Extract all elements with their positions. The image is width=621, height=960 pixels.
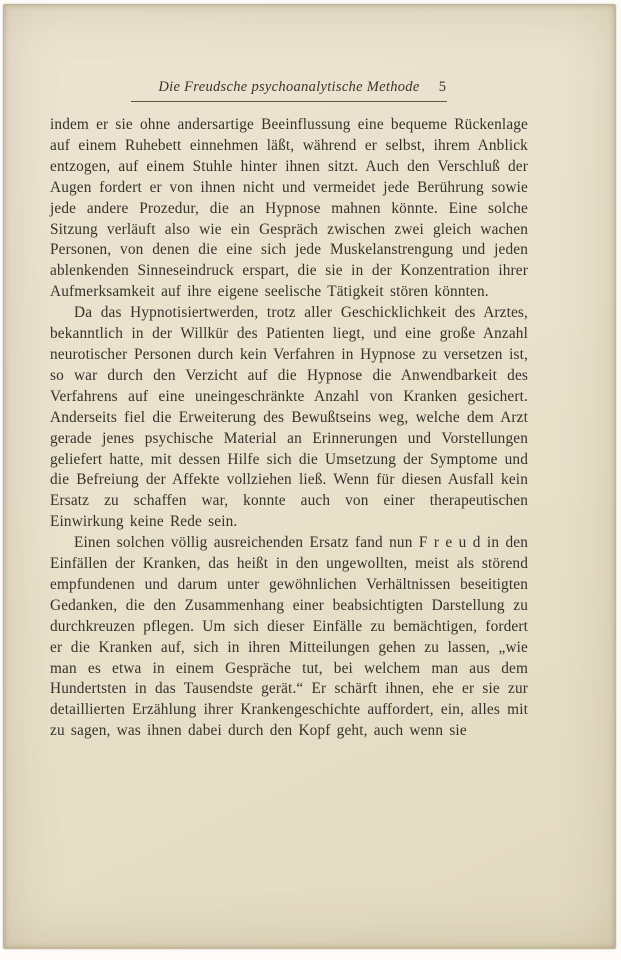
running-title: Die Freudsche psychoanalytische Methode — [158, 79, 420, 95]
text-block — [50, 79, 528, 742]
scanned-page — [3, 4, 616, 949]
paragraph: Einen solchen völlig ausreichenden Ersatz fand nun F r e u d in den Einfällen der Kranken, das heißt in den ungewollten, meist als störend empfundenen und darum unter gewöhnlichen Verhältnissen beseitigten Gedanken, die den Zusammenhang einer beabsichtigten Darstellung zu durchkreuzen pflegen. Um sich dieser Einfälle zu bemächtigen, fordert er die Kranken auf, sich in ihren Mitteilungen gehen zu lassen, „wie man es etwa in einem Gespräche tut, bei welchem man aus dem Hundertsten in das Tausendste gerät.“ Er schärft ihnen, ehe er sie zur detaillierten Erzählung ihrer Krankengeschichte auffordert, ein, alles mit zu sagen, was ihnen dabei durch den Kopf geht, auch wenn sie — [50, 534, 528, 740]
running-header — [131, 79, 447, 102]
paragraph: Da das Hypnotisiertwerden, trotz aller Geschicklichkeit des Arztes, bekanntlich in der Willkür des Patienten liegt, und eine große Anzahl neurotischer Personen durch kein Verfahren in Hypnose zu versetzen ist, so war durch den Verzicht auf die Hypnose die Anwendbarkeit des Verfahrens auf eine uneingeschränkte Anzahl von Kranken gesichert. Anderseits fiel die Erweiterung des Bewußtseins weg, welche dem Arzt gerade jenes psychische Material an Erinnerungen und Vorstellungen geliefert hatte, mit dessen Hilfe sich die Umsetzung der Symptome und die Befreiung der Affekte vollziehen ließ. Wenn für diesen Ausfall kein Ersatz zu schaffen war, konnte auch von einer therapeutischen Einwirkung keine Rede sein. — [50, 304, 528, 531]
page-number: 5 — [438, 79, 446, 95]
paragraph: indem er sie ohne andersartige Beeinflussung eine bequeme Rückenlage auf einem Ruhebett einnehmen läßt, während er selbst, ihrem Anblick entzogen, auf einem Stuhle hinter ihnen sitzt. Auch den Verschluß der Augen fordert er von ihnen nicht und vermeidet jede Berührung sowie jede andere Prozedur, die an Hypnose mahnen könnte. Eine solche Sitzung verläuft also wie ein Gespräch zwischen zwei gleich wachen Personen, von denen die eine sich jede Muskelanstrengung und jeden ablenkenden Sinneseindruck erspart, die sie in der Konzentration ihrer Aufmerksamkeit auf ihre eigene seelische Tätigkeit stören könnten. — [50, 116, 528, 301]
